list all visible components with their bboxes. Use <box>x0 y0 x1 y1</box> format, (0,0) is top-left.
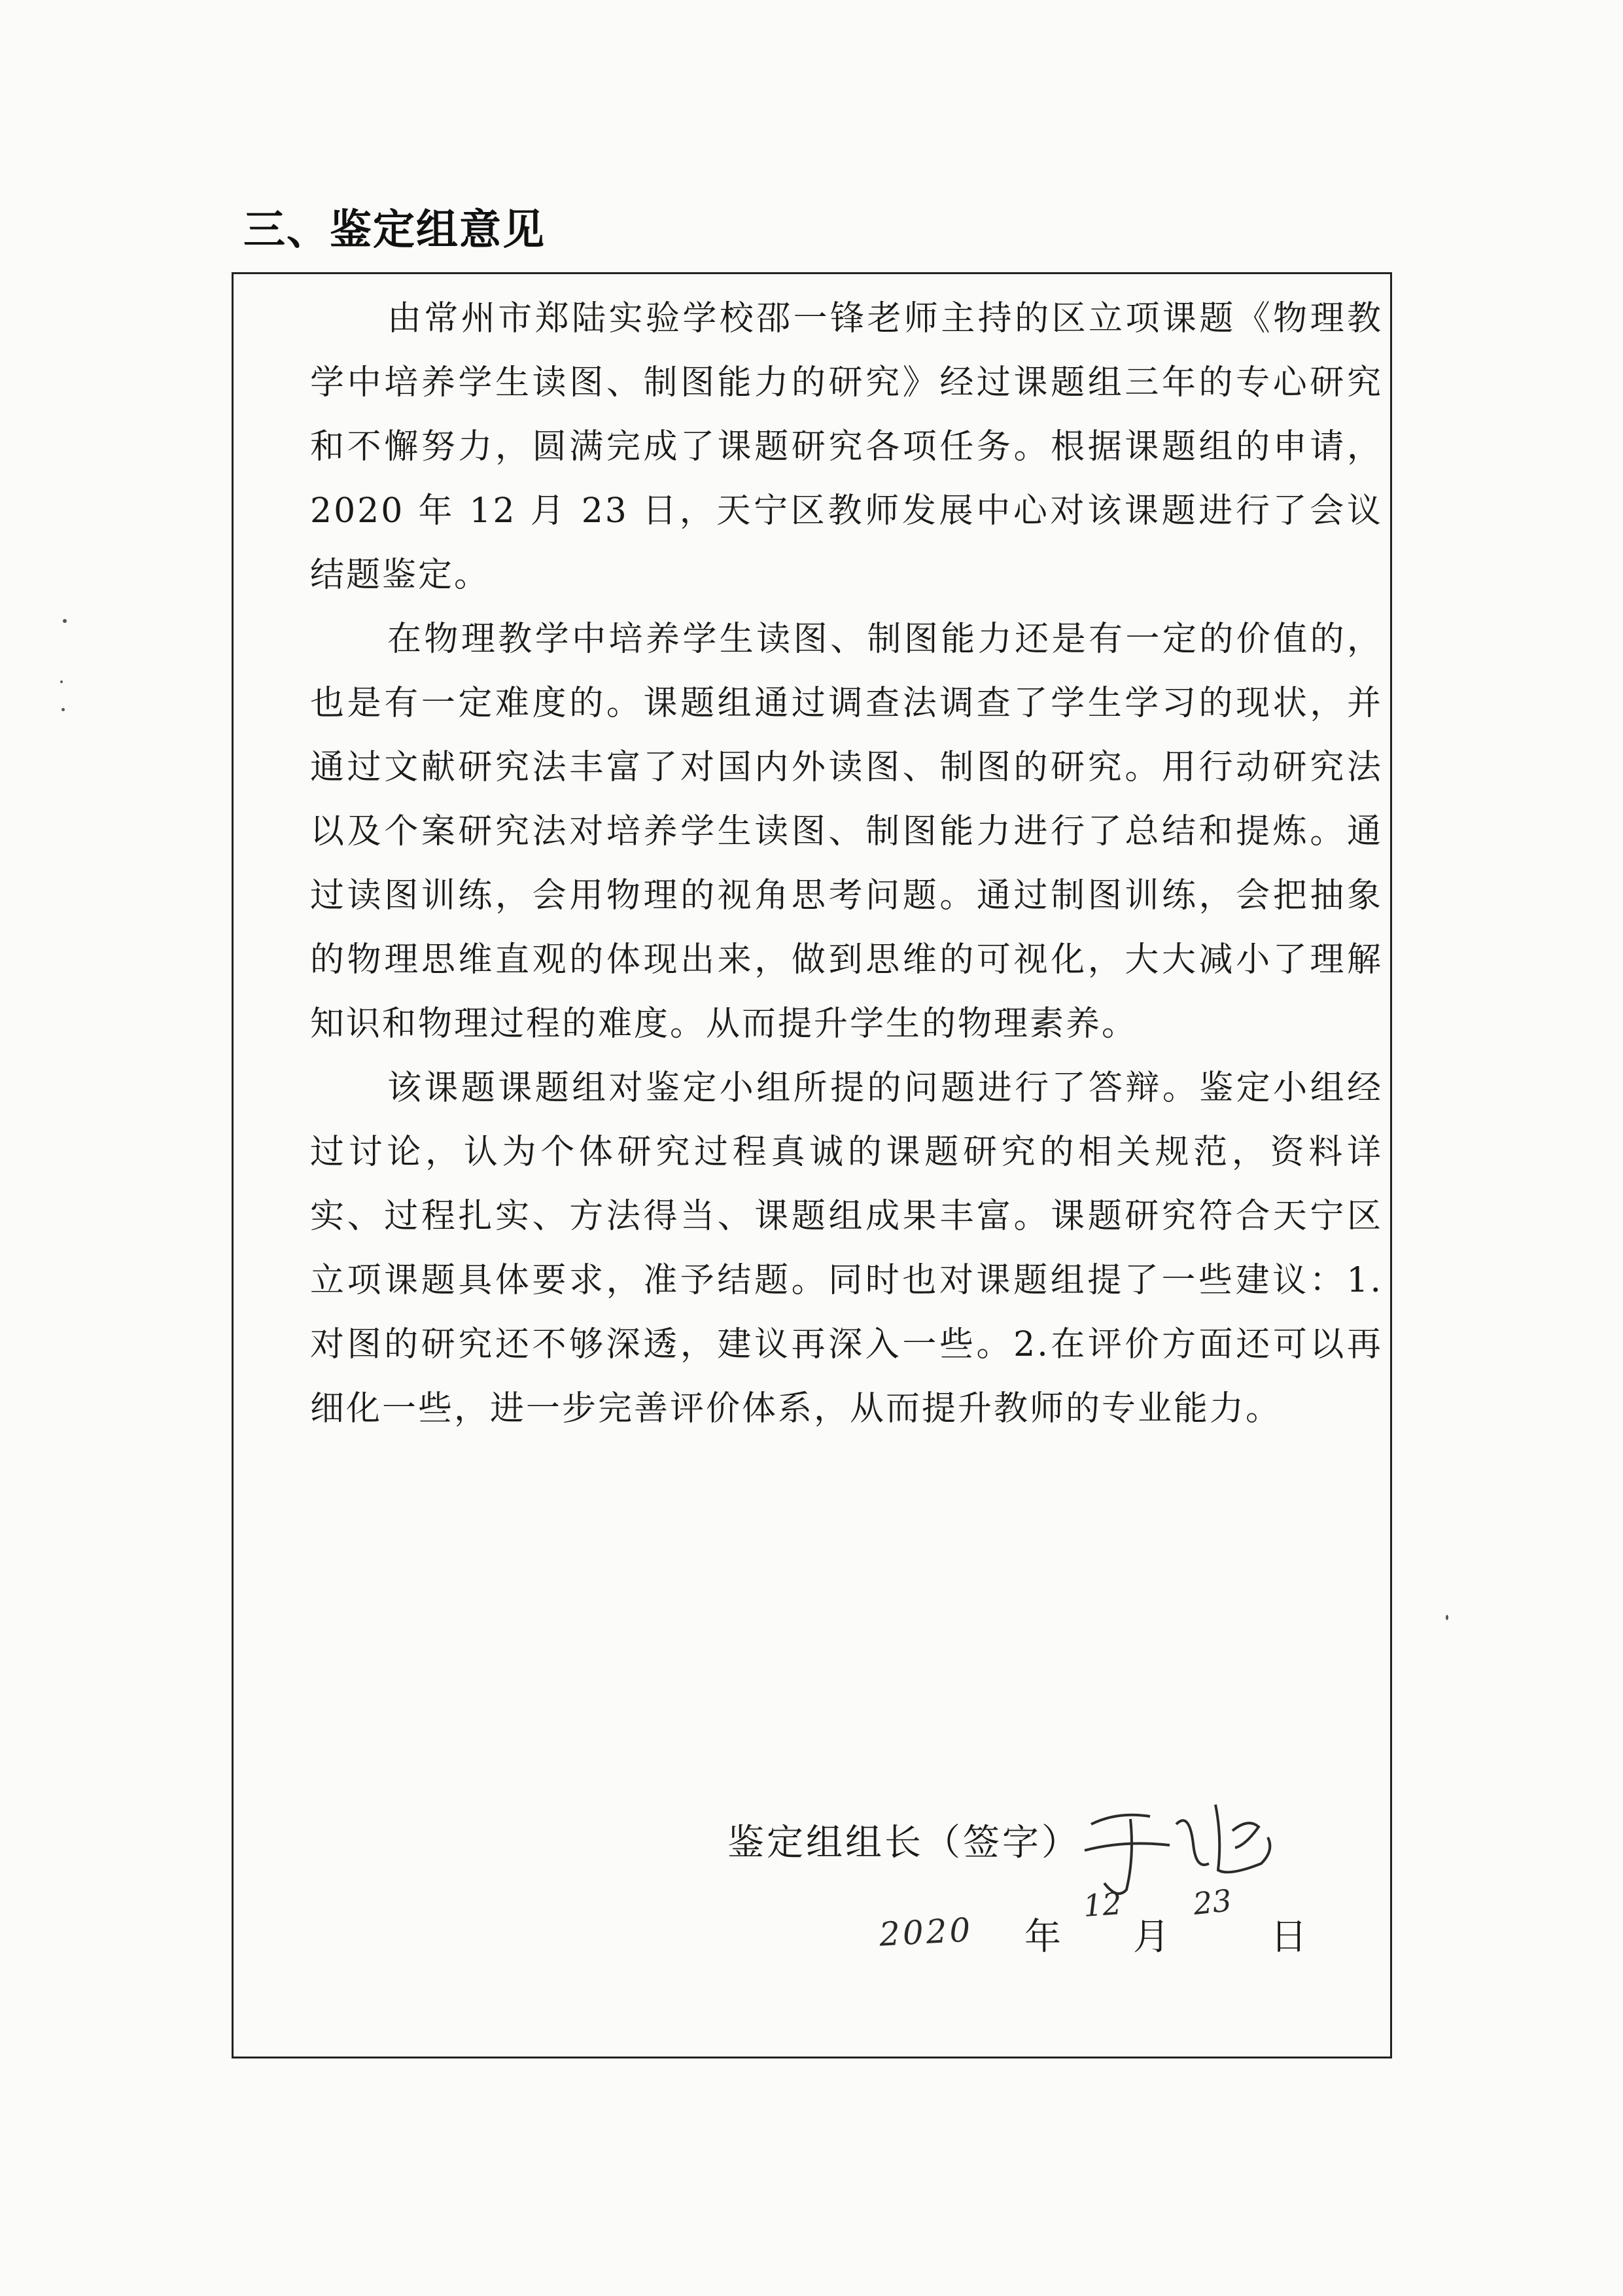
scan-speck <box>1446 1615 1448 1620</box>
date-year-unit: 年 <box>1024 1916 1061 1958</box>
paragraph-1: 由常州市郑陆实验学校邵一锋老师主持的区立项课题《物理教学中培养学生读图、制图能力的研究》经过课题组三年的专心研究和不懈努力，圆满完成了课题研究各项任务。根据课题组的申请，2020 年 12 月 23 日，天宁区教师发展中心对该课题进行了会议结题鉴定。 <box>310 299 1383 595</box>
date-line <box>870 1884 1341 1976</box>
signature-label: 鉴定组组长（签字） <box>727 1822 1081 1864</box>
scan-speck <box>61 708 65 711</box>
section-title: 三、鉴定组意见 <box>243 206 546 255</box>
date-day: 23 <box>1191 1882 1234 1922</box>
date-month: 12 <box>1082 1886 1123 1924</box>
opinion-text <box>310 287 1383 1441</box>
date-year: 2020 <box>878 1911 974 1954</box>
paragraph-2: 在物理教学中培养学生读图、制图能力还是有一定的价值的，也是有一定难度的。课题组通过调查法调查了学生学习的现状，并通过文献研究法丰富了对国内外读图、制图的研究。用行动研究法以及个案研究法对培养学生读图、制图能力进行了总结和提炼。通过读图训练，会用物理的视角思考问题。通过制图训练，会把抽象的物理思维直观的体现出来，做到思维的可视化，大大减小了理解知识和物理过程的难度。从而提升学生的物理素养。 <box>310 620 1383 1044</box>
paragraph-3: 该课题课题组对鉴定小组所提的问题进行了答辩。鉴定小组经过讨论，认为个体研究过程真诚的课题研究的相关规范，资料详实、过程扎实、方法得当、课题组成果丰富。课题研究符合天宁区立项课题具体要求，准予结题。同时也对课题组提了一些建议：1.对图的研究还不够深透，建议再深入一些。2.在评价方面还可以再细化一些，进一步完善评价体系，从而提升教师的专业能力。 <box>310 1069 1383 1428</box>
scan-speck <box>63 619 67 623</box>
date-day-unit: 日 <box>1270 1916 1307 1958</box>
date-month-unit: 月 <box>1133 1916 1170 1958</box>
scan-speck <box>60 680 63 683</box>
